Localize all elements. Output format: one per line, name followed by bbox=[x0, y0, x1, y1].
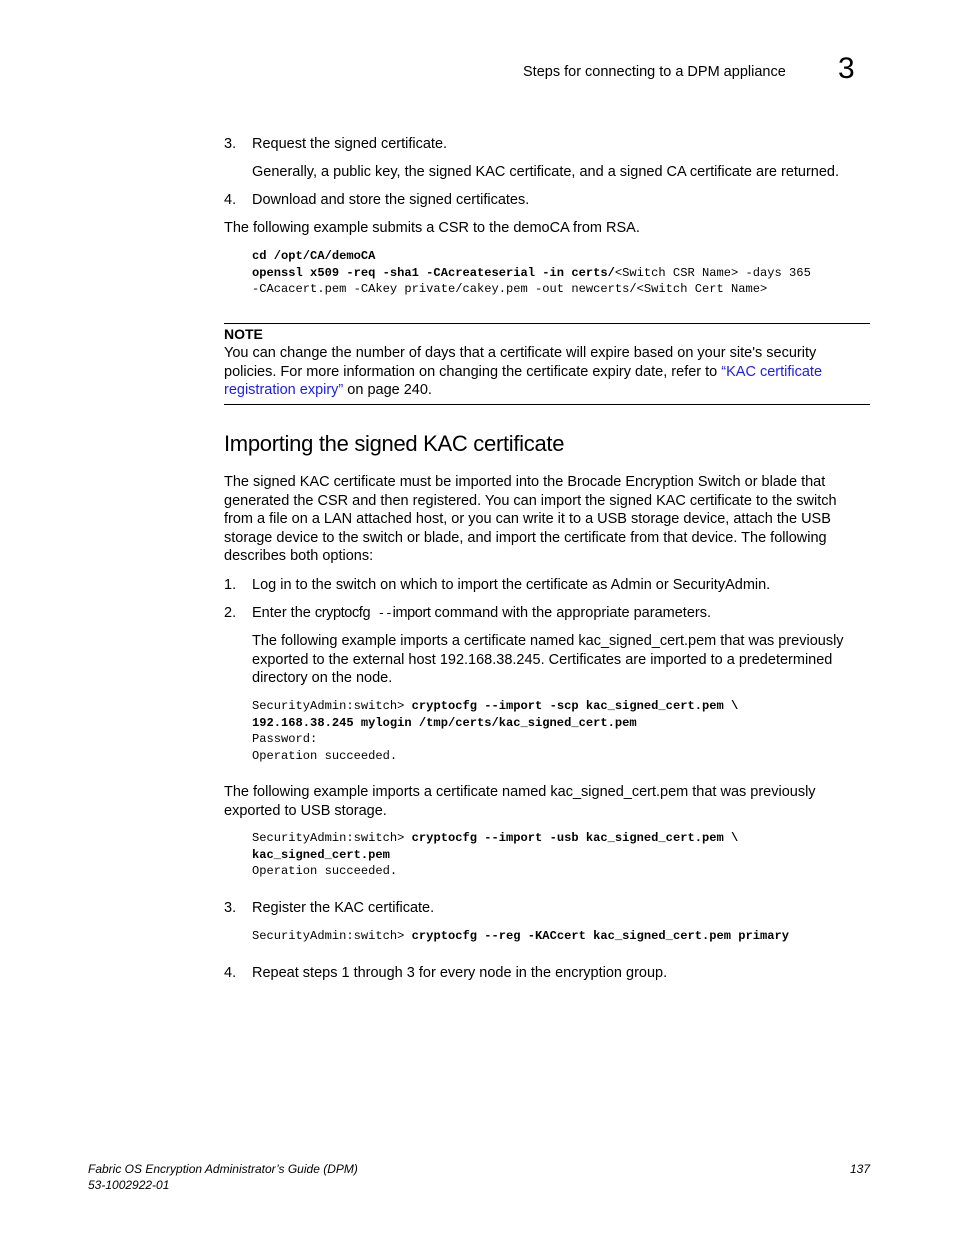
list-number: 3. bbox=[224, 136, 237, 152]
code-line: openssl x509 -req -sha1 -CAcreateserial -in certs/ bbox=[252, 265, 615, 280]
code-line: <Switch CSR Name> -days 365 bbox=[614, 265, 811, 280]
code-block bbox=[252, 830, 872, 880]
code-prompt: SecurityAdmin:switch> bbox=[252, 699, 412, 713]
note-body: You can change the number of days that a certificate will expire based on your site's security policies. For more information on changing the certificate expiry date, refer to bbox=[224, 345, 817, 380]
note-bottom-rule bbox=[224, 404, 870, 405]
code-block bbox=[252, 698, 872, 764]
step-detail: Generally, a public key, the signed KAC certificate, and a signed CA certificate are returned. bbox=[252, 164, 840, 180]
code-block bbox=[252, 248, 872, 298]
code-line: cd /opt/CA/demoCA bbox=[252, 249, 376, 263]
code-line: cryptocfg --import -usb kac_signed_cert.pem \ bbox=[411, 831, 739, 845]
code-line: Password: bbox=[252, 732, 318, 747]
section-title: Importing the signed KAC certificate bbox=[224, 431, 565, 456]
text-fragment: command with the appropriate parameters. bbox=[430, 605, 711, 621]
note-top-rule bbox=[224, 323, 870, 324]
code-block bbox=[252, 928, 872, 945]
code-line: kac_signed_cert.pem bbox=[252, 847, 390, 862]
code-line: Operation succeeded. bbox=[252, 864, 398, 879]
list-text: Request the signed certificate. bbox=[252, 136, 448, 152]
command-name: cryptocfg bbox=[314, 605, 371, 621]
cross-reference-link[interactable]: “KAC certificate registration expiry” bbox=[224, 363, 823, 399]
list-text: Download and store the signed certificates. bbox=[252, 192, 530, 208]
list-text bbox=[252, 604, 864, 624]
list-number: 2. bbox=[224, 605, 237, 621]
list-text: Log in to the switch on which to import the certificate as Admin or SecurityAdmin. bbox=[252, 577, 771, 593]
list-number: 4. bbox=[224, 192, 237, 208]
note-body-end: on page 240. bbox=[343, 382, 432, 399]
footer-title: Fabric OS Encryption Administrator’s Guide (DPM) bbox=[88, 1162, 358, 1176]
footer-doc-number: 53-1002922-01 bbox=[88, 1178, 170, 1192]
section-intro: The signed KAC certificate must be imported into the Brocade Encryption Switch or blade that generated the CSR and then registered. You can import the signed KAC certificate to the switch from a file on a LAN attached host, or you can write it to a USB storage device, attach the USB storage device to the switch or blade, and import the certificate from that device. The following describes both options: bbox=[224, 474, 837, 565]
command-dash: -- bbox=[370, 607, 393, 621]
code-line: cryptocfg --import -scp kac_signed_cert.pem \ bbox=[411, 699, 739, 713]
running-header: Steps for connecting to a DPM appliance bbox=[523, 64, 786, 80]
example-intro: The following example submits a CSR to the demoCA from RSA. bbox=[224, 220, 640, 236]
example-intro: The following example imports a certificate named kac_signed_cert.pem that was previously exported to USB storage. bbox=[224, 784, 816, 819]
chapter-number: 3 bbox=[838, 52, 855, 85]
code-prompt: SecurityAdmin:switch> bbox=[252, 831, 412, 845]
step-detail: The following example imports a certificate named kac_signed_cert.pem that was previously exported to the external host 192.168.38.245. Certificates are imported to a predetermined directory on the node. bbox=[252, 633, 844, 687]
command-option: import bbox=[392, 605, 431, 621]
code-line: 192.168.38.245 mylogin /tmp/certs/kac_signed_cert.pem bbox=[252, 715, 637, 730]
code-line: -CAcacert.pem -CAkey private/cakey.pem -out newcerts/<Switch Cert Name> bbox=[252, 282, 768, 297]
list-number: 3. bbox=[224, 900, 237, 916]
list-text: Register the KAC certificate. bbox=[252, 900, 435, 916]
code-line: cryptocfg --reg -KACcert kac_signed_cert.pem primary bbox=[411, 929, 790, 943]
page-number: 137 bbox=[849, 1162, 870, 1176]
list-number: 4. bbox=[224, 965, 237, 981]
list-number: 1. bbox=[224, 577, 237, 593]
note-label: NOTE bbox=[224, 326, 263, 342]
note-text bbox=[224, 344, 864, 400]
code-line: Operation succeeded. bbox=[252, 748, 398, 763]
text-fragment: Enter the bbox=[252, 605, 315, 621]
code-prompt: SecurityAdmin:switch> bbox=[252, 929, 412, 943]
list-text: Repeat steps 1 through 3 for every node in the encryption group. bbox=[252, 965, 668, 981]
